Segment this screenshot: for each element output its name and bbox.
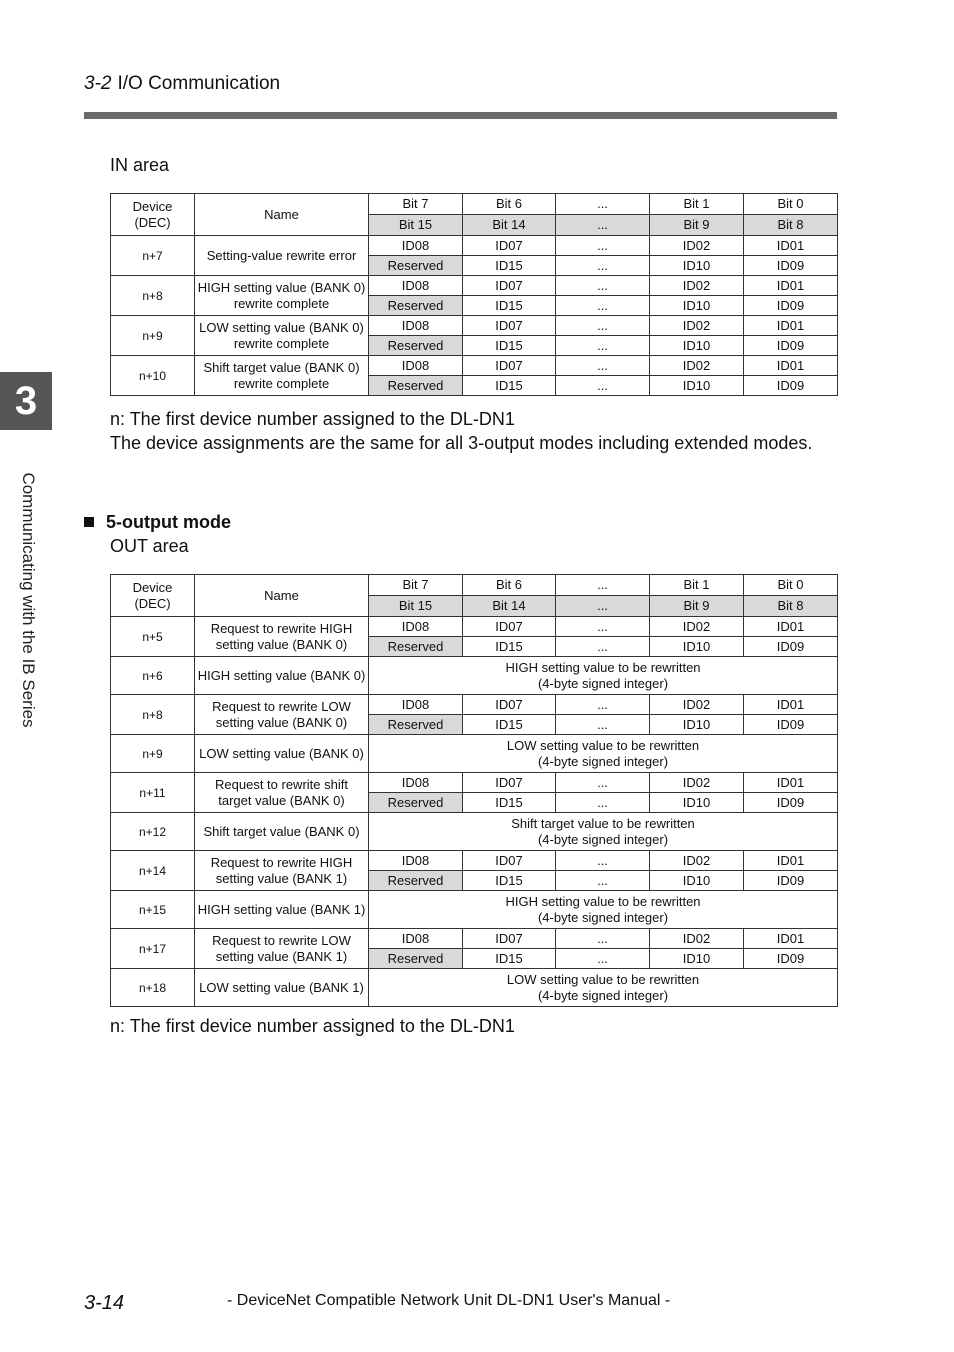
bit-header: Bit 1 xyxy=(650,194,744,215)
mode-heading xyxy=(84,512,231,533)
bit-cell: Reserved xyxy=(369,296,463,316)
bit-header: Bit 0 xyxy=(744,575,838,596)
bit-cell: ... xyxy=(556,276,650,296)
bit-cell: ID08 xyxy=(369,316,463,336)
bit-cell: ID01 xyxy=(744,316,838,336)
manual-title-footer: - DeviceNet Compatible Network Unit DL-DN1 User's Manual - xyxy=(227,1292,671,1309)
device-cell: n+15 xyxy=(111,891,195,929)
bit-cell: ID09 xyxy=(744,296,838,316)
bit-cell: ID01 xyxy=(744,773,838,793)
bit-header: Bit 1 xyxy=(650,575,744,596)
bit-cell: ID02 xyxy=(650,851,744,871)
bit-header: Bit 6 xyxy=(463,194,556,215)
bit-cell: ... xyxy=(556,871,650,891)
device-header: Device (DEC) xyxy=(111,575,195,617)
bit-cell: ID02 xyxy=(650,356,744,376)
page-number: 3-14 xyxy=(84,1292,125,1314)
section-title: I/O Communication xyxy=(117,73,281,94)
bit-cell: ... xyxy=(556,336,650,356)
bit-cell: ID01 xyxy=(744,929,838,949)
bit-cell: ID08 xyxy=(369,276,463,296)
bit-cell: ID15 xyxy=(463,376,556,396)
bit-cell: ... xyxy=(556,236,650,256)
bit-cell: Reserved xyxy=(369,376,463,396)
bit-header: Bit 7 xyxy=(369,575,463,596)
table-row xyxy=(111,969,838,1007)
bit-cell: ... xyxy=(556,773,650,793)
chapter-side-title: Communicating with the IB Series xyxy=(19,472,38,728)
bit-cell: ID09 xyxy=(744,871,838,891)
device-cell: n+5 xyxy=(111,617,195,657)
bit-cell: ID09 xyxy=(744,637,838,657)
device-cell: n+12 xyxy=(111,813,195,851)
bit-header: Bit 9 xyxy=(650,215,744,236)
name-cell: Setting-value rewrite error xyxy=(195,236,369,276)
bit-header: Bit 15 xyxy=(369,596,463,617)
out-area-label: OUT area xyxy=(110,536,189,556)
bit-cell: ID09 xyxy=(744,256,838,276)
bit-cell: Reserved xyxy=(369,256,463,276)
table-row xyxy=(111,236,838,256)
value-cell: LOW setting value to be rewritten (4-byte signed integer) xyxy=(369,969,838,1007)
table-row xyxy=(111,929,838,949)
device-header: Device (DEC) xyxy=(111,194,195,236)
in-area-table xyxy=(110,193,838,396)
table-row xyxy=(111,891,838,929)
name-cell: HIGH setting value (BANK 0) xyxy=(195,657,369,695)
bit-cell: ID02 xyxy=(650,773,744,793)
in-note-assignments: The device assignments are the same for all 3-output modes including extended modes. xyxy=(110,433,813,453)
bit-header: Bit 9 xyxy=(650,596,744,617)
name-header: Name xyxy=(195,194,369,236)
bit-cell: Reserved xyxy=(369,637,463,657)
bit-cell: ID01 xyxy=(744,695,838,715)
bit-cell: ID02 xyxy=(650,316,744,336)
bit-cell: ID07 xyxy=(463,276,556,296)
bit-cell: ID01 xyxy=(744,236,838,256)
in-area-label: IN area xyxy=(110,155,170,175)
bit-cell: ID08 xyxy=(369,851,463,871)
bit-cell: ... xyxy=(556,637,650,657)
bit-cell: ID15 xyxy=(463,793,556,813)
name-header: Name xyxy=(195,575,369,617)
table-row xyxy=(111,617,838,637)
bit-cell: ID07 xyxy=(463,851,556,871)
bit-header: Bit 15 xyxy=(369,215,463,236)
value-cell: LOW setting value to be rewritten (4-byte signed integer) xyxy=(369,735,838,773)
bit-cell: ID08 xyxy=(369,929,463,949)
bit-cell: ... xyxy=(556,296,650,316)
bit-cell: ID15 xyxy=(463,715,556,735)
section-header xyxy=(84,73,280,95)
name-cell: Request to rewrite shift target value (BANK 0) xyxy=(195,773,369,813)
bit-header: Bit 7 xyxy=(369,194,463,215)
bit-cell: ID02 xyxy=(650,929,744,949)
bit-header: Bit 0 xyxy=(744,194,838,215)
bit-cell: ID10 xyxy=(650,871,744,891)
bit-header: ... xyxy=(556,215,650,236)
header-rule xyxy=(84,112,837,119)
bit-cell: ID15 xyxy=(463,336,556,356)
bit-cell: ID01 xyxy=(744,276,838,296)
bit-cell: ID07 xyxy=(463,316,556,336)
bit-cell: ID09 xyxy=(744,715,838,735)
bit-cell: ID15 xyxy=(463,256,556,276)
device-cell: n+7 xyxy=(111,236,195,276)
bit-cell: ID10 xyxy=(650,296,744,316)
device-cell: n+9 xyxy=(111,316,195,356)
bit-header: Bit 14 xyxy=(463,596,556,617)
name-cell: Request to rewrite HIGH setting value (BANK 1) xyxy=(195,851,369,891)
bit-cell: ID01 xyxy=(744,851,838,871)
bit-cell: ID01 xyxy=(744,356,838,376)
bit-cell: ID02 xyxy=(650,695,744,715)
bit-cell: ID15 xyxy=(463,296,556,316)
device-cell: n+6 xyxy=(111,657,195,695)
bit-cell: ID07 xyxy=(463,617,556,637)
bit-cell: ID09 xyxy=(744,949,838,969)
bit-cell: ID15 xyxy=(463,637,556,657)
bit-cell: ... xyxy=(556,316,650,336)
bit-cell: ID09 xyxy=(744,793,838,813)
name-cell: Request to rewrite LOW setting value (BANK 0) xyxy=(195,695,369,735)
bit-cell: ID10 xyxy=(650,949,744,969)
table-row xyxy=(111,356,838,376)
bit-cell: ... xyxy=(556,376,650,396)
chapter-tab: 3 xyxy=(0,372,52,430)
bit-cell: ID07 xyxy=(463,236,556,256)
header-row xyxy=(111,575,838,596)
device-cell: n+14 xyxy=(111,851,195,891)
bit-cell: ... xyxy=(556,793,650,813)
name-cell: HIGH setting value (BANK 0) rewrite complete xyxy=(195,276,369,316)
bit-cell: ... xyxy=(556,356,650,376)
bit-cell: ID10 xyxy=(650,793,744,813)
bit-cell: ID10 xyxy=(650,637,744,657)
device-cell: n+10 xyxy=(111,356,195,396)
bit-cell: ID10 xyxy=(650,715,744,735)
bit-header: Bit 6 xyxy=(463,575,556,596)
name-cell: LOW setting value (BANK 0) xyxy=(195,735,369,773)
device-cell: n+18 xyxy=(111,969,195,1007)
bit-cell: ID15 xyxy=(463,949,556,969)
table-row xyxy=(111,851,838,871)
bit-cell: ID10 xyxy=(650,376,744,396)
bit-cell: ... xyxy=(556,851,650,871)
bit-cell: ID07 xyxy=(463,356,556,376)
value-cell: HIGH setting value to be rewritten (4-byte signed integer) xyxy=(369,891,838,929)
name-cell: Shift target value (BANK 0) xyxy=(195,813,369,851)
bit-cell: ID09 xyxy=(744,376,838,396)
bit-header: ... xyxy=(556,194,650,215)
name-cell: LOW setting value (BANK 0) rewrite complete xyxy=(195,316,369,356)
table-row xyxy=(111,316,838,336)
device-cell: n+9 xyxy=(111,735,195,773)
out-area-table xyxy=(110,574,838,1007)
bit-cell: ID10 xyxy=(650,336,744,356)
bit-cell: ID07 xyxy=(463,695,556,715)
device-cell: n+17 xyxy=(111,929,195,969)
name-cell: HIGH setting value (BANK 1) xyxy=(195,891,369,929)
bit-cell: ID08 xyxy=(369,617,463,637)
device-cell: n+11 xyxy=(111,773,195,813)
bit-cell: ... xyxy=(556,695,650,715)
table-row xyxy=(111,657,838,695)
bit-cell: ID02 xyxy=(650,276,744,296)
bit-header: Bit 14 xyxy=(463,215,556,236)
table-row xyxy=(111,813,838,851)
bit-header: ... xyxy=(556,596,650,617)
bit-cell: ... xyxy=(556,617,650,637)
bit-header: Bit 8 xyxy=(744,596,838,617)
bit-header: Bit 8 xyxy=(744,215,838,236)
bit-cell: ID08 xyxy=(369,695,463,715)
table-row xyxy=(111,735,838,773)
name-cell: Request to rewrite LOW setting value (BANK 1) xyxy=(195,929,369,969)
bit-cell: Reserved xyxy=(369,336,463,356)
bit-cell: ID08 xyxy=(369,356,463,376)
bit-cell: Reserved xyxy=(369,871,463,891)
value-cell: Shift target value to be rewritten (4-byte signed integer) xyxy=(369,813,838,851)
bullet-square-icon xyxy=(84,517,94,527)
bit-cell: ID02 xyxy=(650,236,744,256)
section-number: 3-2 xyxy=(84,73,112,94)
header-row xyxy=(111,194,838,215)
name-cell: Request to rewrite HIGH setting value (BANK 0) xyxy=(195,617,369,657)
table-row xyxy=(111,276,838,296)
bit-cell: ID01 xyxy=(744,617,838,637)
mode-heading-text: 5-output mode xyxy=(106,512,231,532)
name-cell: Shift target value (BANK 0) rewrite complete xyxy=(195,356,369,396)
bit-cell: ID02 xyxy=(650,617,744,637)
bit-cell: ... xyxy=(556,715,650,735)
bit-cell: ... xyxy=(556,949,650,969)
value-cell: HIGH setting value to be rewritten (4-byte signed integer) xyxy=(369,657,838,695)
bit-cell: Reserved xyxy=(369,793,463,813)
bit-cell: ID07 xyxy=(463,929,556,949)
bit-cell: Reserved xyxy=(369,949,463,969)
table-row xyxy=(111,773,838,793)
device-cell: n+8 xyxy=(111,276,195,316)
bit-cell: ... xyxy=(556,256,650,276)
in-note-first-device: n: The first device number assigned to the DL-DN1 xyxy=(110,409,515,429)
bit-cell: ID15 xyxy=(463,871,556,891)
bit-cell: ID08 xyxy=(369,236,463,256)
bit-cell: ID10 xyxy=(650,256,744,276)
device-cell: n+8 xyxy=(111,695,195,735)
bit-cell: ... xyxy=(556,929,650,949)
bit-cell: ID08 xyxy=(369,773,463,793)
table-row xyxy=(111,695,838,715)
bit-cell: ID07 xyxy=(463,773,556,793)
bit-cell: ID09 xyxy=(744,336,838,356)
bit-header: ... xyxy=(556,575,650,596)
name-cell: LOW setting value (BANK 1) xyxy=(195,969,369,1007)
out-note-first-device: n: The first device number assigned to the DL-DN1 xyxy=(110,1016,515,1036)
bit-cell: Reserved xyxy=(369,715,463,735)
